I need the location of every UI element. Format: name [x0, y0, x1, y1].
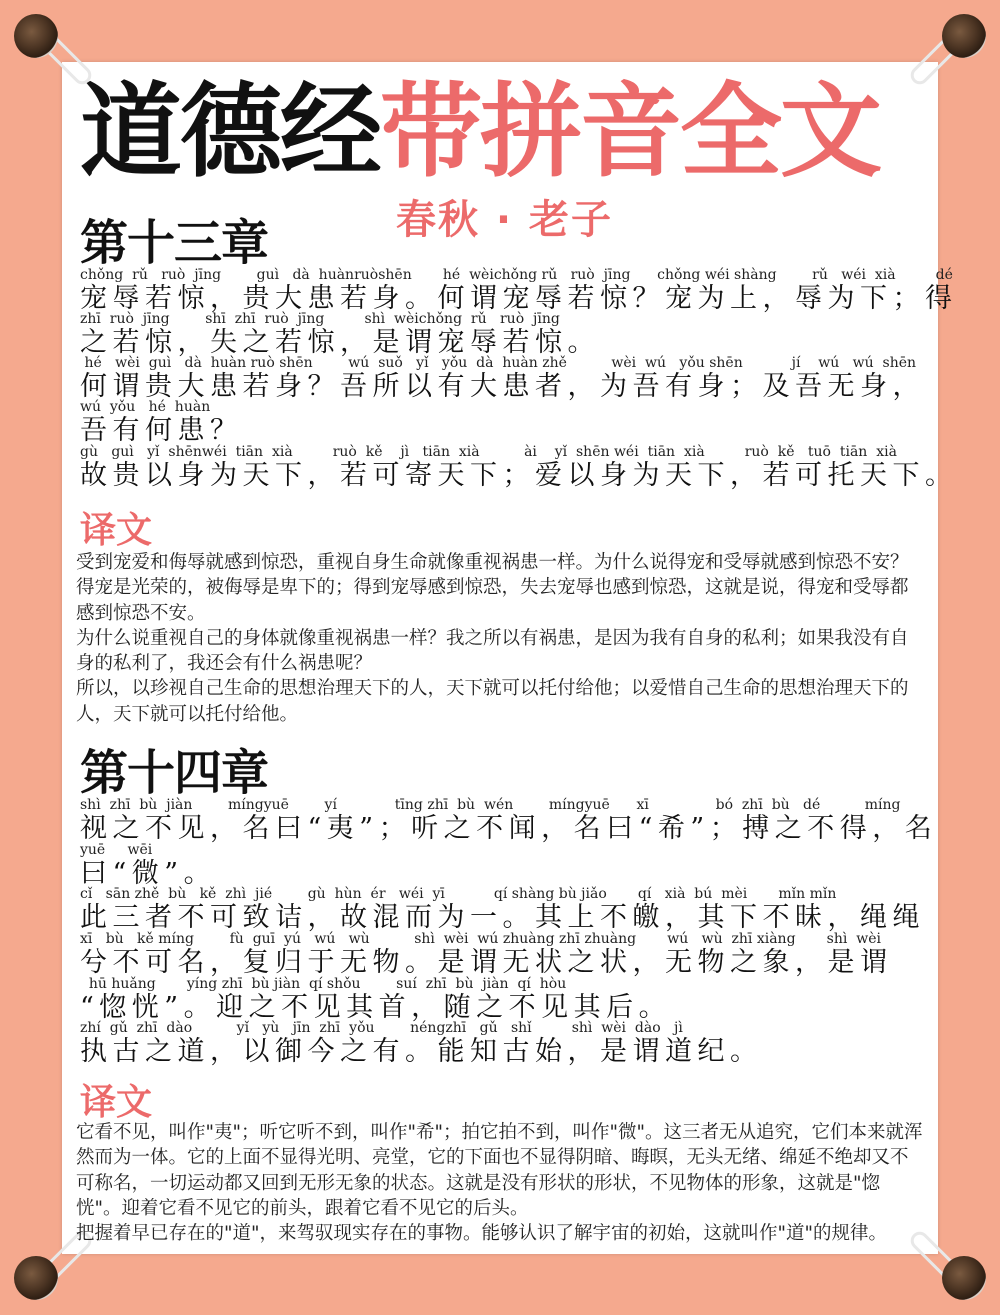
verse-line: [80, 266, 958, 314]
hanzi-text: 兮不可名，复归于无物。是谓无状之状，无物之象，是谓: [80, 947, 893, 978]
hanzi-text: 吾有何患？: [80, 415, 243, 446]
push-pin-icon: [14, 14, 58, 58]
push-pin-icon: [942, 14, 986, 58]
author-subtitle: 春秋 · 老子: [396, 197, 614, 243]
translation-paragraph: 所以，以珍视自己生命的思想治理天下的人，天下就可以托付给他；以爱惜自己生命的思想治理天下的人，天下就可以托付给他。: [76, 678, 909, 725]
verse-line: [80, 975, 920, 1023]
verse-line: [80, 354, 925, 402]
hanzi-text: 执古之道，以御今之有。能知古始，是谓道纪。: [80, 1036, 763, 1067]
pinyin-text: cǐ sān zhě bù kě zhì jié gù hùn ér wéi yī qí shàng bù jiǎo qí xià bú mèi mǐn mǐn: [80, 886, 837, 902]
pinyin-text: gù guì yǐ shēnwéi tiān xià ruò kě jì tiān xià ài yǐ shēn wéi tiān xià ruò kě tuō tiān xià: [80, 444, 897, 460]
chapter-13-heading: 第十三章: [80, 215, 269, 271]
hanzi-text: 曰“微”。: [80, 858, 217, 889]
translation-13-text: [76, 550, 924, 727]
pinyin-text: yuē wēi: [80, 842, 153, 858]
verse-line: [80, 885, 925, 933]
hanzi-text: 宠辱若惊，贵大患若身。何谓宠辱若惊？宠为上，辱为下；得: [80, 283, 958, 314]
chapter-14-heading: 第十四章: [80, 745, 269, 801]
hanzi-text: 何谓贵大患若身？吾所以有大患者，为吾有身；及吾无身，: [80, 371, 925, 402]
pinyin-text: xī bù kě míng fù guī yú wú wù shì wèi wú zhuàng zhī zhuàng wú wù zhī xiàng shì wèi: [80, 931, 882, 947]
translation-14-heading: 译文: [80, 1082, 153, 1123]
pinyin-text: chǒng rǔ ruò jīng guì dà huànruòshēn hé wèichǒng rǔ ruò jīng chǒng wéi shàng rǔ wéi xià dé: [80, 267, 953, 283]
title-red: 带拼音全文: [380, 73, 880, 192]
push-pin-icon: [14, 1256, 58, 1300]
verse-line: [80, 443, 958, 491]
translation-paragraph: 把握着早已存在的"道"，来驾驭现实存在的事物。能够认识了解宇宙的初始，这就叫作"道"的规律。: [76, 1223, 888, 1245]
pinyin-text: zhí gǔ zhī dào yǐ yù jīn zhī yǒu néngzhī gǔ shǐ shì wèi dào jì: [80, 1020, 683, 1036]
pinyin-text: hé wèi guì dà huàn ruò shēn wú suǒ yǐ yǒu dà huàn zhě wèi wú yǒu shēn jí wú wú shēn: [80, 355, 917, 371]
verse-line: [80, 1019, 920, 1067]
verse-line: [80, 310, 920, 358]
translation-paragraph: 为什么说重视自己的身体就像重视祸患一样？我之所以有祸患，是因为我有自身的私利；如果我没有自身的私利了，我还会有什么祸患呢？: [76, 627, 909, 675]
hanzi-text: 此三者不可致诘，故混而为一。其上不皦，其下不昧，绳绳: [80, 902, 925, 933]
pinyin-text: hū huǎng yíng zhī bù jiàn qí shǒu suí zhī bù jiàn qí hòu: [80, 976, 567, 992]
translation-14-text: [76, 1120, 924, 1246]
translation-paragraph: 它看不见，叫作"夷"；听它听不到，叫作"希"；拍它拍不到，叫作"微"。这三者无从追究，它们本来就浑然而为一体。它的上面不显得光明、亮堂，它的下面也不显得阴暗、晦暝，无头无绪、绵延不绝却又不可称名，一切运动都又回到无形无象的状态。这就是没有形状的形状，不见物体的形象，这就是"惚恍"。迎着它看不见它的前头，跟着它看不见它的后头。: [76, 1122, 923, 1219]
translation-13-heading: 译文: [80, 510, 153, 551]
verse-line: [80, 398, 920, 446]
verse-line: [80, 930, 920, 978]
hanzi-text: “惚恍”。迎之不见其首，随之不见其后。: [80, 992, 672, 1023]
pinyin-text: wú yǒu hé huàn: [80, 399, 211, 415]
hanzi-text: 故贵以身为天下，若可寄天下；爱以身为天下，若可托天下。: [80, 460, 958, 491]
push-pin-icon: [942, 1256, 986, 1300]
title-black: 道德经: [80, 73, 380, 192]
hanzi-text: 视之不见，名曰“夷”；听之不闻，名曰“希”；搏之不得，名: [80, 813, 938, 844]
verse-line: [80, 841, 920, 889]
pinyin-text: shì zhī bù jiàn míngyuē yí tīng zhī bù wén míngyuē xī bó zhī bù dé míng: [80, 797, 901, 813]
translation-paragraph: 受到宠爱和侮辱就感到惊恐，重视自身生命就像重视祸患一样。为什么说得宠和受辱就感到惊恐不安？得宠是光荣的，被侮辱是卑下的；得到宠辱感到惊恐，失去宠辱也感到惊恐，这就是说，得宠和受辱都感到惊恐不安。: [76, 552, 909, 624]
page-title: [80, 73, 940, 192]
hanzi-text: 之若惊，失之若惊，是谓宠辱若惊。: [80, 327, 600, 358]
pinyin-text: zhī ruò jīng shī zhī ruò jīng shì wèichǒng rǔ ruò jīng: [80, 311, 560, 327]
verse-line: [80, 796, 938, 844]
